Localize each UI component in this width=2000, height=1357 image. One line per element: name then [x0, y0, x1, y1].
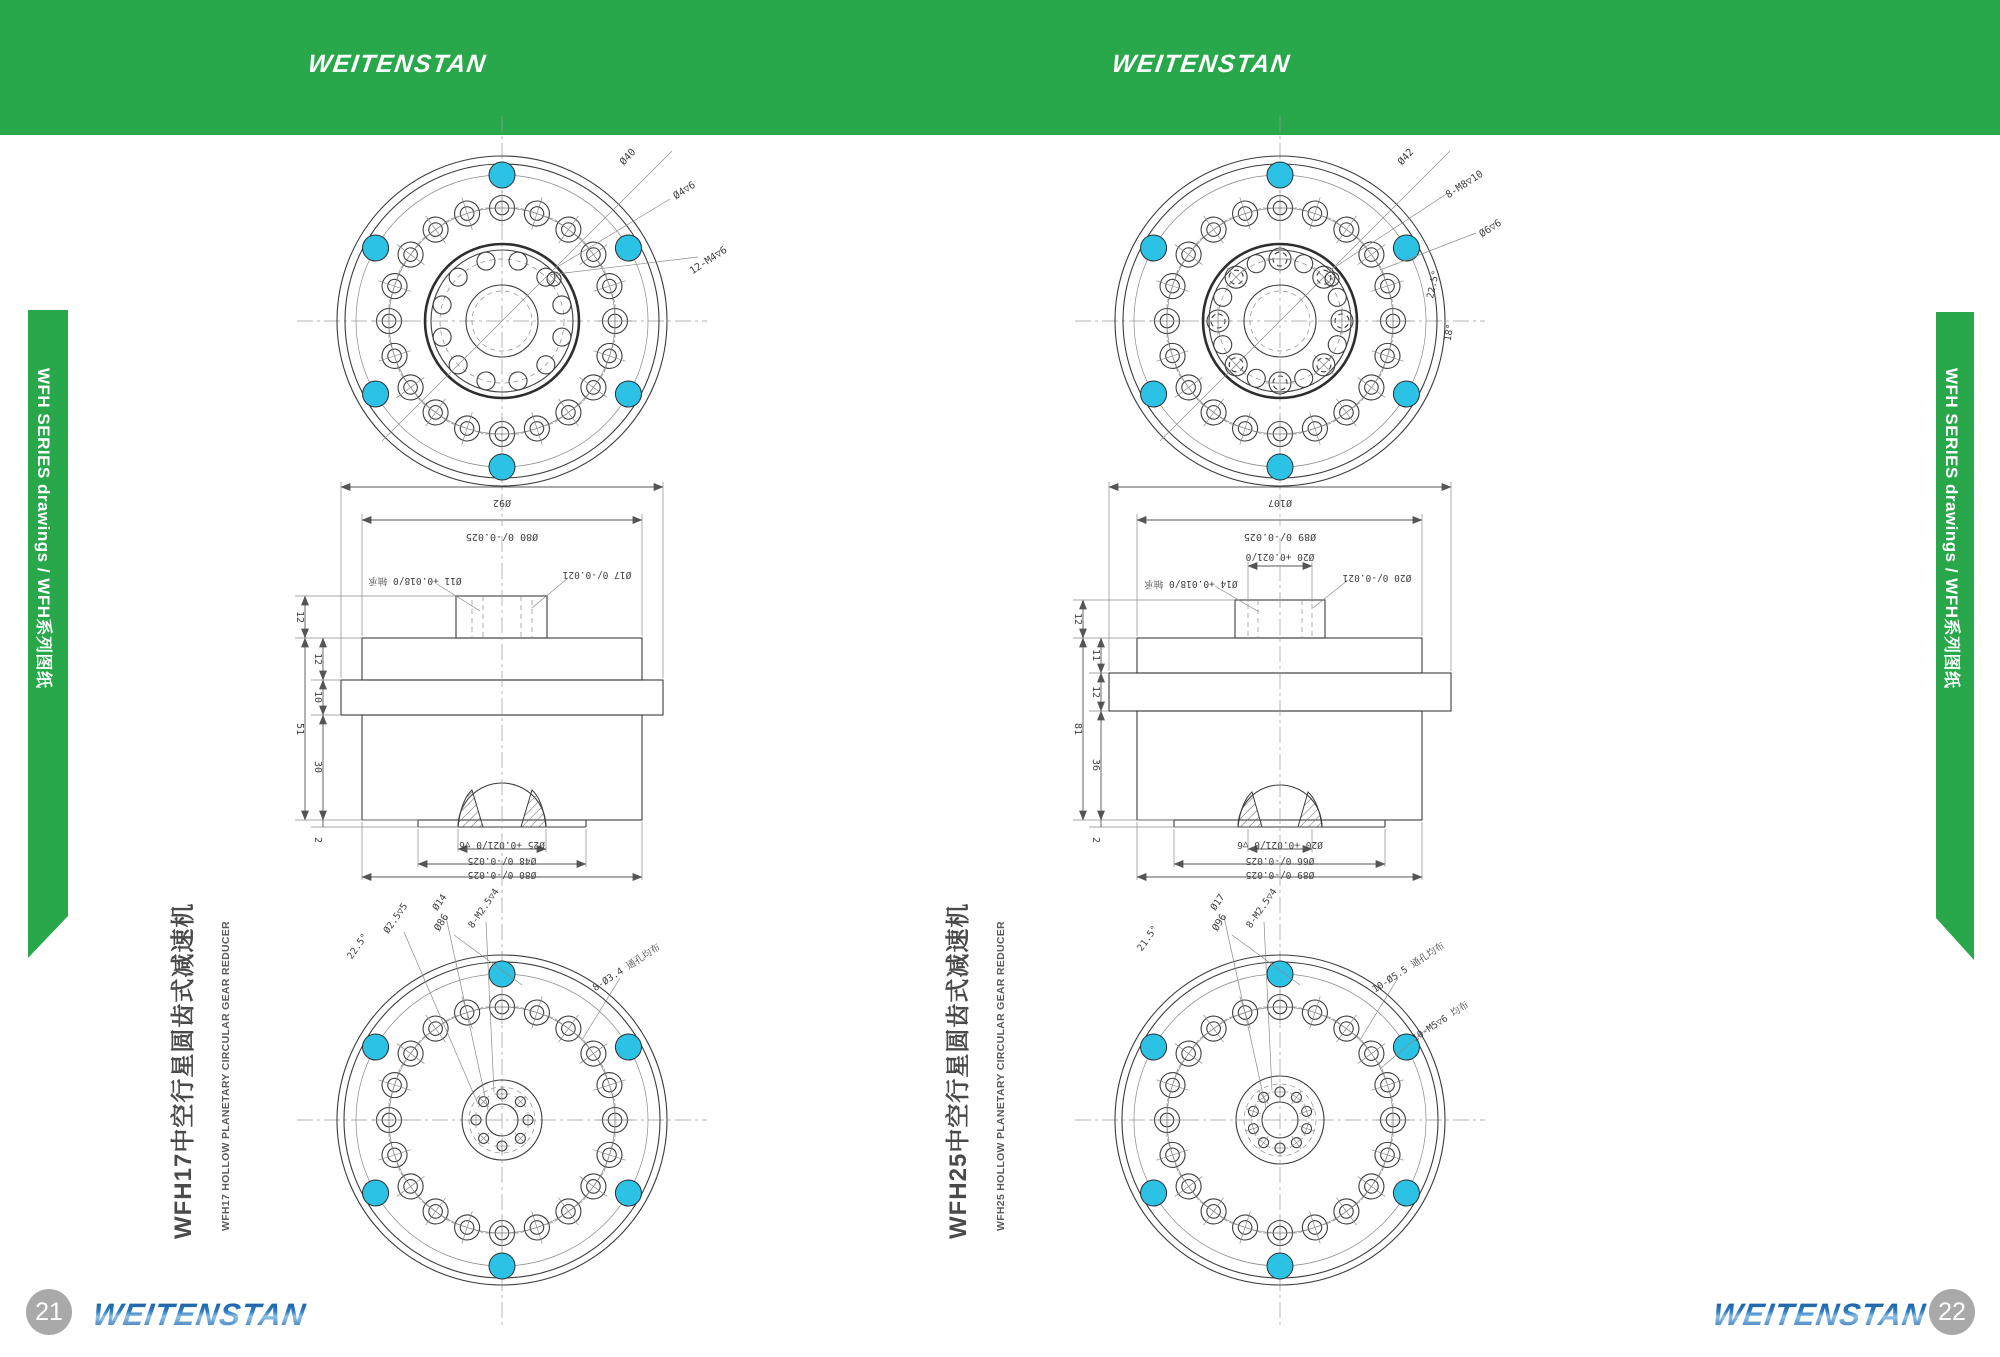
hole: [358, 376, 394, 412]
dim-label: Ø20 +0.021/0 ▽6: [1237, 839, 1323, 850]
hole: [1190, 206, 1237, 253]
hole: [1136, 1175, 1172, 1211]
hole: [1293, 407, 1336, 450]
hole: [570, 364, 617, 411]
dim-label: Ø89 0/-0.025: [1245, 869, 1315, 880]
dim-label: Ø4▽6: [671, 179, 698, 203]
hole: [412, 1188, 459, 1235]
caption-en-wfh17: WFH17 HOLLOW PLANETARY CIRCULAR GEAR REDUCER: [220, 921, 232, 1231]
hole: [468, 1112, 484, 1128]
hole: [1389, 1175, 1425, 1211]
leader-label: Ø20 0/-0.021: [1342, 572, 1412, 583]
hole: [1348, 1163, 1395, 1210]
dim-label: Ø6▽6: [1477, 217, 1504, 241]
brand-logo-footer-left: WEITENSTAN: [90, 1297, 309, 1332]
hole: [412, 206, 459, 253]
page-number-right: 22: [1929, 1289, 1975, 1335]
leader-label: Ø14 +0.018/0 轴承: [1144, 578, 1238, 589]
hole: [1190, 1188, 1237, 1235]
hole: [431, 326, 453, 348]
hole: [588, 1064, 631, 1107]
hole: [598, 1103, 632, 1137]
hole: [412, 1005, 459, 1052]
dim-label: Ø40: [617, 146, 639, 168]
hole: [1297, 1119, 1317, 1139]
series-ribbon-right-label: WFH SERIES drawings / WFH系列图纸: [1942, 368, 1961, 689]
dim-label: Ø14: [430, 892, 450, 913]
hole: [358, 1029, 394, 1065]
wfh25-top-view-drawing: [1070, 111, 1540, 531]
dim-label: 11: [1090, 648, 1101, 662]
hole: [358, 1175, 394, 1211]
hole: [1243, 1119, 1263, 1139]
dim-label: 8-Ø3.4 通孔均布: [590, 942, 663, 994]
dim-label: 12-M4▽6: [687, 244, 730, 277]
hole: [1216, 257, 1256, 297]
hole: [545, 206, 592, 253]
wfh17-section-view-drawing: [285, 478, 725, 880]
hole: [1190, 389, 1237, 436]
hole: [1366, 334, 1409, 377]
hole: [1328, 307, 1356, 335]
hole: [1366, 1064, 1409, 1107]
dim-label: Ø42: [1395, 146, 1417, 168]
dim-label: Ø66 0/-0.025: [1245, 855, 1315, 866]
hole: [373, 334, 416, 377]
wfh17-top-view-drawing: [292, 111, 762, 531]
hole: [475, 250, 497, 272]
dim-label: Ø89 0/-0.025: [1243, 531, 1317, 542]
hole: [1266, 245, 1294, 273]
hole: [1136, 1029, 1172, 1065]
hole: [372, 1103, 406, 1137]
hole: [387, 1030, 434, 1077]
series-ribbon-left-label: WFH SERIES drawings / WFH系列图纸: [34, 368, 53, 689]
hole: [489, 162, 515, 188]
hole: [1150, 1103, 1184, 1137]
hole: [1165, 1163, 1212, 1210]
hole: [1323, 1188, 1370, 1235]
hole: [611, 230, 647, 266]
hole: [1323, 1005, 1370, 1052]
hole: [1267, 961, 1293, 987]
hole: [1204, 307, 1232, 335]
hole: [373, 1064, 416, 1107]
dim-label: 12: [294, 610, 305, 624]
hole: [1165, 1030, 1212, 1077]
hole: [485, 1216, 519, 1250]
hole: [373, 1133, 416, 1176]
hole: [1389, 230, 1425, 266]
dim-label: 10-Ø5.5 通孔均布: [1370, 940, 1447, 996]
page-number-left: 21: [26, 1289, 72, 1335]
hole: [1151, 334, 1194, 377]
angle-label: 18°: [1442, 323, 1457, 342]
hole: [446, 407, 489, 450]
brand-logo-footer-right: WEITENSTAN: [1710, 1297, 1929, 1332]
hole: [1293, 192, 1336, 235]
caption-en-wfh25: WFH25 HOLLOW PLANETARY CIRCULAR GEAR REDUCER: [995, 921, 1007, 1231]
hole: [373, 265, 416, 308]
hole: [515, 192, 558, 235]
hole: [1366, 1133, 1409, 1176]
hole: [446, 1206, 489, 1249]
hole: [1304, 345, 1344, 385]
dim-label: Ø48 0/-0.025: [467, 855, 537, 866]
wfh25-section-view-drawing: [1063, 478, 1503, 880]
dim-label: Ø20 +0.021/0: [1245, 551, 1315, 562]
hole: [1190, 1005, 1237, 1052]
hole: [372, 304, 406, 338]
hole: [1297, 1101, 1317, 1121]
hole: [570, 1163, 617, 1210]
hole: [588, 265, 631, 308]
hole: [611, 1029, 647, 1065]
dim-label: 36: [1090, 758, 1101, 772]
hole: [1263, 417, 1297, 451]
hole: [1323, 389, 1370, 436]
hole: [1150, 304, 1184, 338]
angle-label: 22.5°: [1425, 269, 1442, 300]
hole: [509, 1127, 532, 1150]
hole: [472, 1090, 495, 1113]
dim-label: 81: [1072, 722, 1083, 736]
dim-label: Ø25 +0.021/0 ▽6: [459, 839, 545, 850]
dim-label: Ø17: [1208, 892, 1228, 913]
dim-label: Ø2.5▽5: [381, 901, 411, 936]
hole: [1348, 364, 1395, 411]
leader-label: Ø11 +0.018/0 轴承: [368, 575, 462, 586]
hole: [1323, 206, 1370, 253]
hole: [1366, 265, 1409, 308]
hole: [551, 326, 573, 348]
hole: [489, 454, 515, 480]
hole: [1293, 991, 1336, 1034]
hole: [1151, 1064, 1194, 1107]
hole: [515, 1206, 558, 1249]
hole: [446, 192, 489, 235]
wfh17-bottom-view-drawing: [292, 860, 762, 1330]
dim-label: Ø86: [432, 912, 452, 934]
dim-label: Ø80 0/-0.025: [465, 531, 539, 542]
hole: [545, 389, 592, 436]
dim-label: 10-M5▽6 均布: [1410, 999, 1471, 1045]
hole: [1211, 333, 1235, 357]
dim-label: 2: [1090, 836, 1101, 844]
hole: [1376, 304, 1410, 338]
hole: [489, 1253, 515, 1279]
hole: [1245, 252, 1269, 276]
hole: [494, 1086, 510, 1102]
hole: [588, 334, 631, 377]
hole: [485, 191, 519, 225]
hole: [494, 1138, 510, 1154]
hole: [545, 1188, 592, 1235]
brand-logo-header-left: WEITENSTAN: [306, 50, 489, 78]
hole: [1267, 162, 1293, 188]
hole: [545, 1005, 592, 1052]
hole: [570, 1030, 617, 1077]
hole: [1243, 1101, 1263, 1121]
hole: [588, 1133, 631, 1176]
dim-label: Ø92: [492, 497, 512, 508]
hole: [515, 991, 558, 1034]
caption-zh-wfh17: WFH17中空行星圆齿式减速机: [170, 902, 197, 1239]
wfh25-bottom-view-drawing: [1070, 860, 1540, 1330]
dim-label: 10: [312, 690, 323, 704]
dim-label: 2: [312, 836, 323, 844]
hole: [1389, 376, 1425, 412]
hole: [1151, 265, 1194, 308]
hole: [387, 364, 434, 411]
hole: [1165, 364, 1212, 411]
hole: [611, 376, 647, 412]
hole: [1165, 231, 1212, 278]
hole: [412, 389, 459, 436]
hole: [515, 407, 558, 450]
brand-logo-header-right: WEITENSTAN: [1110, 50, 1293, 78]
hole: [489, 961, 515, 987]
hole: [1326, 333, 1350, 357]
hole: [1266, 369, 1294, 397]
hole: [611, 1175, 647, 1211]
hole: [1263, 191, 1297, 225]
hole: [598, 304, 632, 338]
hole: [1272, 1084, 1288, 1100]
leader-label: Ø17 0/-0.021: [562, 569, 632, 580]
hole: [387, 231, 434, 278]
dim-label: 12: [1072, 612, 1083, 626]
hole: [1272, 1140, 1288, 1156]
hole: [1348, 231, 1395, 278]
dim-label: Ø107: [1267, 497, 1293, 508]
hole: [1224, 407, 1267, 450]
hole: [1293, 1206, 1336, 1249]
angle-label: 22.5°: [345, 931, 371, 962]
angle-label: 21.5°: [1135, 923, 1161, 954]
hole: [358, 230, 394, 266]
hole: [1136, 230, 1172, 266]
hole: [507, 370, 529, 392]
hole: [1267, 454, 1293, 480]
dim-label: 8-M8▽10: [1443, 168, 1486, 201]
hole: [1151, 1133, 1194, 1176]
dim-label: Ø80 0/-0.025: [467, 869, 537, 880]
caption-zh-wfh25: WFH25中空行星圆齿式减速机: [945, 902, 972, 1239]
hole: [387, 1163, 434, 1210]
hole: [509, 1090, 532, 1113]
hole: [1267, 1253, 1293, 1279]
hole: [1224, 1206, 1267, 1249]
dim-label: 12: [1090, 685, 1101, 699]
dim-label: 51: [294, 722, 305, 736]
hole: [1136, 376, 1172, 412]
hole: [520, 1112, 536, 1128]
dim-label: 8-M2.5▽4: [466, 886, 502, 931]
dim-label: 8-M2.5▽4: [1244, 886, 1280, 931]
dim-label: 30: [312, 760, 323, 774]
hole: [472, 1127, 495, 1150]
hole: [485, 417, 519, 451]
hole: [1348, 1030, 1395, 1077]
dim-label: 12: [312, 652, 323, 666]
hole: [1224, 192, 1267, 235]
hole: [1376, 1103, 1410, 1137]
dim-label: Ø96: [1210, 912, 1230, 934]
hole: [475, 370, 497, 392]
hole: [1263, 1216, 1297, 1250]
